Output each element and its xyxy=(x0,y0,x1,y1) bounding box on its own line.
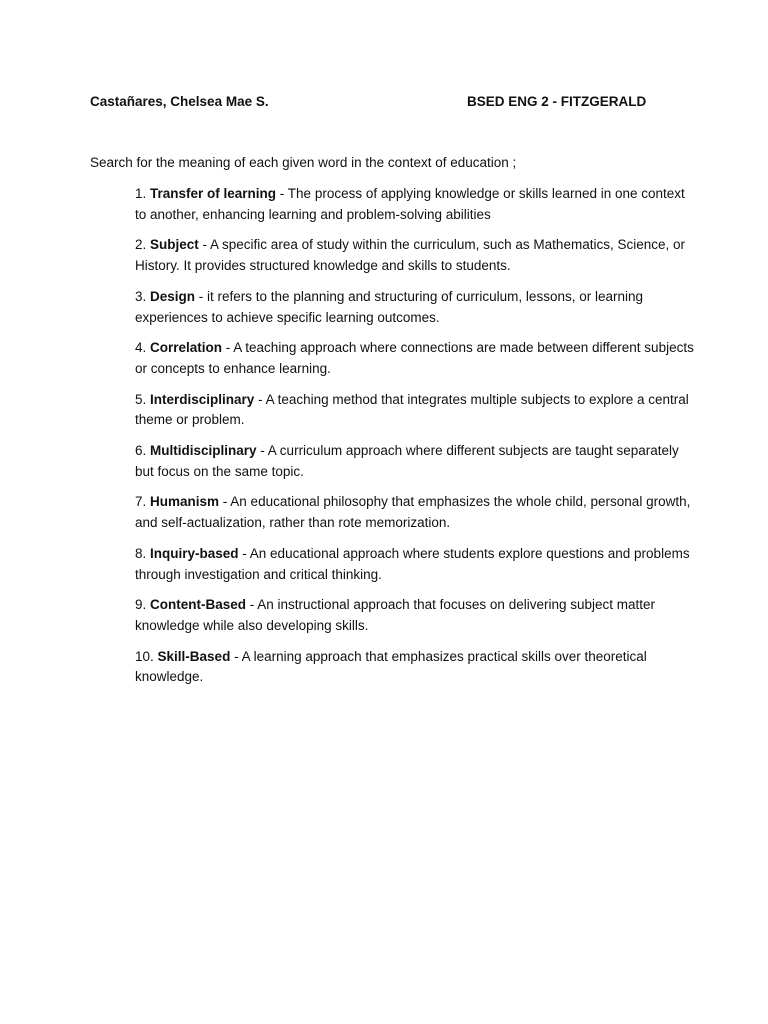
definition-item xyxy=(135,647,695,689)
definition-item xyxy=(135,492,695,534)
item-term: Design xyxy=(150,288,196,304)
item-number: 2. xyxy=(135,237,151,253)
definition-list xyxy=(135,184,695,698)
course-section: BSED ENG 2 - FITZGERALD xyxy=(467,94,647,109)
item-definition: - A curriculum approach where different subjects are taught separately but focus on the same topic. xyxy=(135,442,679,479)
item-number: 8. xyxy=(135,545,151,561)
item-definition: - The process of applying knowledge or skills learned in one context to another, enhancing learning and problem-solving abilities xyxy=(135,186,685,222)
item-number: 5. xyxy=(135,391,151,407)
item-number: 6. xyxy=(135,442,151,458)
student-name: Castañares, Chelsea Mae S. xyxy=(90,94,269,109)
item-number: 10. xyxy=(135,648,158,664)
item-term: Skill-Based xyxy=(157,648,231,664)
item-term: Multidisciplinary xyxy=(150,442,257,458)
definition-item xyxy=(135,595,695,637)
definition-item xyxy=(135,544,695,586)
item-definition: - A specific area of study within the curriculum, such as Mathematics, Science, or History. It provides structured knowledge and skills to students. xyxy=(135,237,685,274)
definition-item xyxy=(135,184,695,226)
item-term: Interdisciplinary xyxy=(150,391,255,407)
item-definition: - A teaching approach where connections are made between different subjects or concepts to enhance learning. xyxy=(135,340,694,376)
definition-item xyxy=(135,338,695,380)
item-number: 9. xyxy=(135,597,151,613)
definition-item xyxy=(135,390,695,432)
item-number: 1. xyxy=(135,186,151,201)
item-number: 3. xyxy=(135,288,151,304)
item-definition: - it refers to the planning and structuring of curriculum, lessons, or learning experiences to achieve specific learning outcomes. xyxy=(135,288,643,325)
item-term: Transfer of learning xyxy=(150,186,277,201)
definition-item xyxy=(135,287,695,329)
item-number: 4. xyxy=(135,340,151,356)
item-term: Subject xyxy=(150,237,199,253)
item-definition: - An educational philosophy that emphasizes the whole child, personal growth, and self-actualization, rather than rote memorization. xyxy=(135,494,691,531)
definition-item xyxy=(135,235,695,277)
definition-item xyxy=(135,441,695,483)
item-number: 7. xyxy=(135,494,151,510)
item-term: Content-Based xyxy=(150,597,247,613)
item-term: Inquiry-based xyxy=(150,545,239,561)
item-definition: - An instructional approach that focuses on delivering subject matter knowledge while also developing skills. xyxy=(135,597,656,633)
item-definition: - A learning approach that emphasizes practical skills over theoretical knowledge. xyxy=(135,648,647,685)
instruction-text: Search for the meaning of each given word in the context of education ; xyxy=(90,155,517,170)
item-term: Correlation xyxy=(150,340,223,356)
item-definition: - An educational approach where students explore questions and problems through investigation and critical thinking. xyxy=(135,545,690,582)
item-term: Humanism xyxy=(150,494,220,510)
item-definition: - A teaching method that integrates multiple subjects to explore a central theme or problem. xyxy=(135,391,689,428)
